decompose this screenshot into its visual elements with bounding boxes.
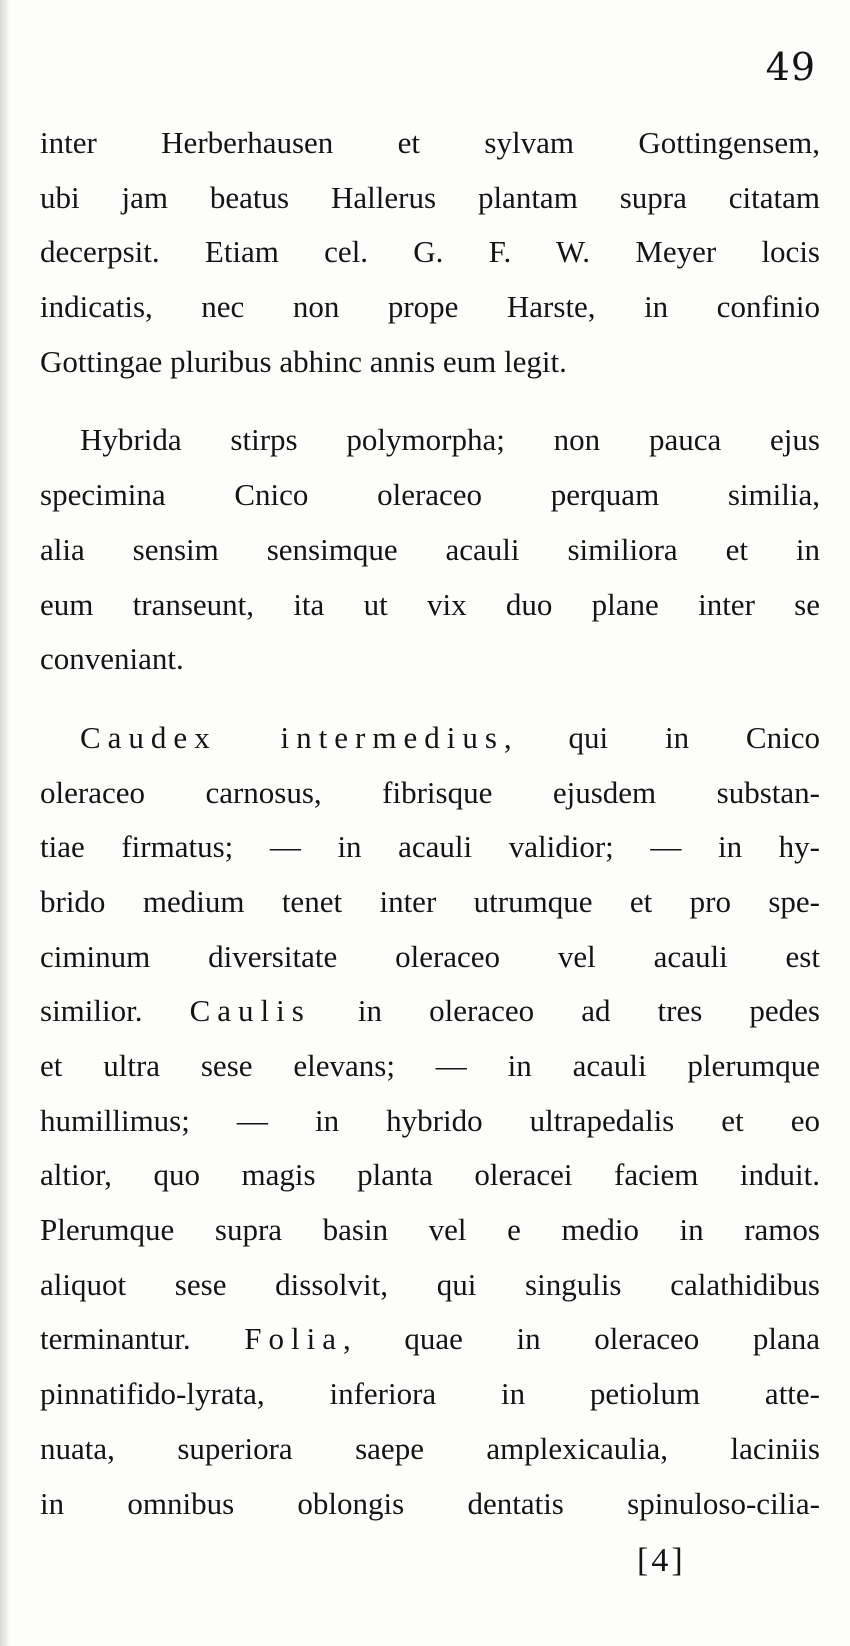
text-line xyxy=(40,711,820,766)
text-line: eum transeunt, ita ut vix duo plane inter se xyxy=(40,586,820,622)
text-line xyxy=(40,984,820,1039)
paragraph xyxy=(40,116,820,389)
line-rest: in oleraceo ad tres pedes xyxy=(310,993,820,1029)
line-rest: , quae in oleraceo plana xyxy=(343,1321,820,1357)
page-edge-shadow xyxy=(0,0,10,1646)
text-line: ciminum diversitate oleraceo vel acauli est xyxy=(40,938,820,974)
text-line: conveniant. xyxy=(40,641,184,677)
text-line: pinnatifido-lyrata, inferiora in petiolum atte- xyxy=(40,1376,820,1412)
text-line: et ultra sese elevans; — in acauli plerumque xyxy=(40,1048,820,1083)
page-number: 49 xyxy=(765,45,816,89)
signature-mark: [4] xyxy=(637,1542,686,1579)
text-line: nuata, superiora saepe amplexicaulia, laciniis xyxy=(40,1430,820,1466)
text-line: tiae firmatus; — in acauli validior; — in hy- xyxy=(40,829,820,865)
text-line: in omnibus oblongis dentatis spinuloso-cilia- xyxy=(40,1485,820,1521)
text-line: alia sensim sensimque acauli similiora et in xyxy=(40,531,820,567)
paragraph-gap xyxy=(40,687,820,711)
spaced-term: Caulis xyxy=(189,993,311,1029)
body-text xyxy=(40,116,820,1531)
line-rest: , qui in Cnico xyxy=(503,719,820,755)
spaced-term: Folia xyxy=(244,1321,344,1357)
text-line: Gottingae pluribus abhinc annis eum legit. xyxy=(40,343,567,379)
text-line: oleraceo carnosus, fibrisque ejusdem substan- xyxy=(40,774,820,810)
text-line: inter Herberhausen et sylvam Gottingensem, xyxy=(40,125,820,160)
paragraph-gap xyxy=(40,389,820,413)
text-line: ubi jam beatus Hallerus plantam supra citatam xyxy=(40,179,820,215)
spaced-term: Caudex intermedius xyxy=(80,719,504,755)
text-line xyxy=(40,1312,820,1367)
text-line: altior, quo magis planta oleracei faciem induit. xyxy=(40,1157,820,1193)
paragraph xyxy=(40,413,820,686)
text-line: specimina Cnico oleraceo perquam similia, xyxy=(40,477,820,513)
line-pre: similior. xyxy=(40,993,190,1029)
text-line: indicatis, nec non prope Harste, in confinio xyxy=(40,289,820,325)
text-line: humillimus; — in hybrido ultrapedalis et eo xyxy=(40,1102,820,1138)
paragraph xyxy=(40,711,820,1531)
text-line: decerpsit. Etiam cel. G. F. W. Meyer locis xyxy=(40,234,820,270)
text-line: Hybrida stirps polymorpha; non pauca ejus xyxy=(80,422,820,458)
text-line: brido medium tenet inter utrumque et pro spe- xyxy=(40,883,820,919)
text-line: Plerumque supra basin vel e medio in ramos xyxy=(40,1212,820,1248)
text-line: aliquot sese dissolvit, qui singulis calathidibus xyxy=(40,1266,820,1302)
line-pre: terminantur. xyxy=(40,1321,245,1357)
